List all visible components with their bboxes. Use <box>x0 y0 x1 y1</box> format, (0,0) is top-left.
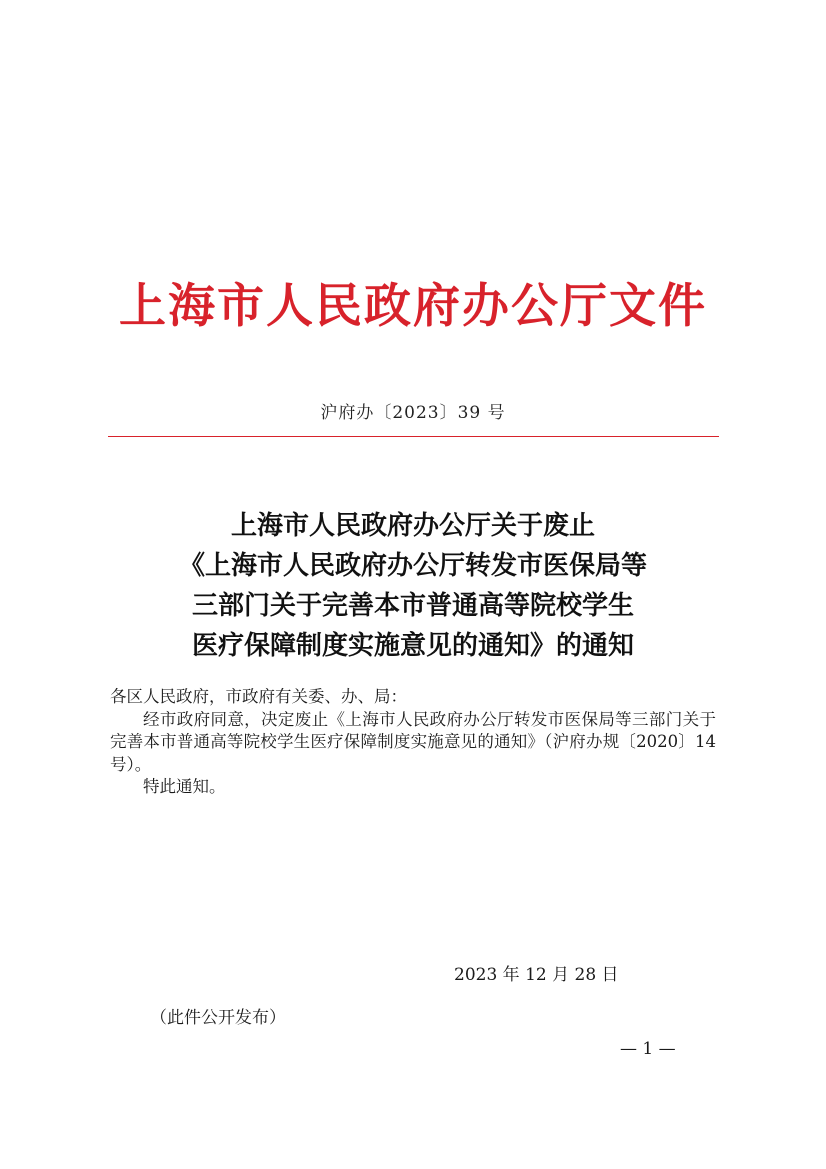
notice-title <box>0 506 826 666</box>
publication-note: （此件公开发布） <box>150 1008 286 1028</box>
closing-paragraph: 特此通知。 <box>143 777 226 796</box>
notice-title-line-2: 《上海市人民政府办公厅转发市医保局等 <box>178 551 647 581</box>
issuer-header-title: 上海市人民政府办公厅文件 <box>119 279 707 334</box>
notice-title-line-3: 三部门关于完善本市普通高等院校学生 <box>191 591 634 621</box>
issue-date: 2023 年 12 月 28 日 <box>454 965 619 985</box>
page-number: — 1 — <box>620 1039 676 1059</box>
red-separator-line <box>108 436 719 437</box>
document-number: 沪府办〔2023〕39 号 <box>320 403 506 423</box>
notice-title-line-1: 上海市人民政府办公厅关于废止 <box>230 511 595 541</box>
recipients-line: 各区人民政府，市政府有关委、办、局： <box>110 687 407 706</box>
body-paragraph: 经市政府同意，决定废止《上海市人民政府办公厅转发市医保局等三部门关于完善本市普通高等院校学生医疗保障制度实施意见的通知》（沪府办规〔2020〕14 号）。 <box>110 709 716 774</box>
notice-body <box>110 686 716 799</box>
notice-title-line-4: 医疗保障制度实施意见的通知》的通知 <box>191 631 634 661</box>
